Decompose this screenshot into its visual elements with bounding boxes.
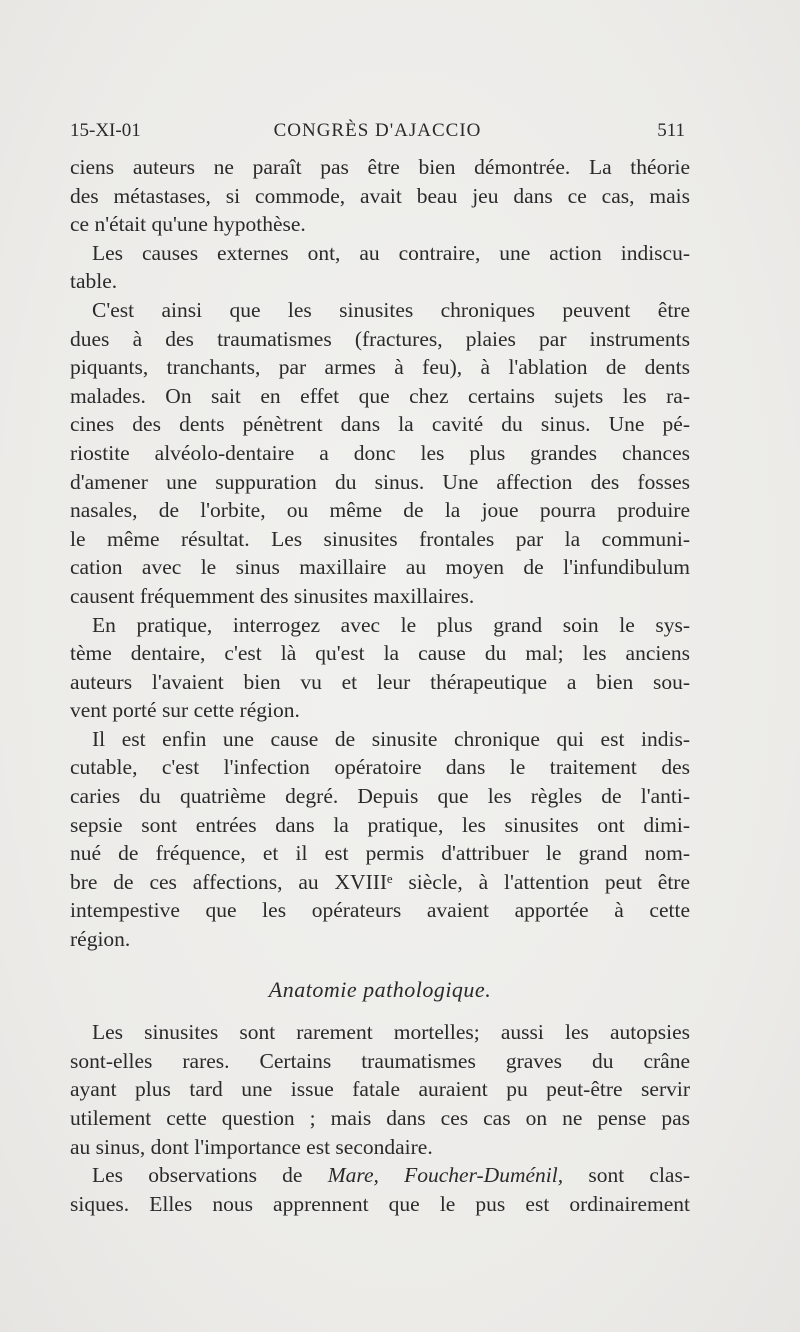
- text-line: ciens auteurs ne paraît pas être bien démontrée. La théorie: [70, 155, 690, 179]
- text-line: région.: [70, 927, 131, 952]
- text-line: le même résultat. Les sinusites frontales par la communi-: [70, 526, 690, 551]
- text-line: cation avec le sinus maxillaire au moyen de l'infundibulum: [70, 555, 690, 580]
- page-number: 511: [657, 120, 685, 141]
- text-line: au sinus, dont l'importance est secondaire.: [70, 1134, 433, 1159]
- paragraph-4: [70, 611, 690, 725]
- text-line: causent fréquemment des sinusites maxillaires.: [70, 583, 475, 608]
- text-line: utilement cette question ; mais dans ces cas on ne pense pas: [70, 1106, 690, 1130]
- text-line: cutable, c'est l'infection opératoire dans le traitement des: [70, 755, 690, 780]
- text-line: ce n'était qu'une hypothèse.: [70, 212, 306, 237]
- text-line: caries du quatrième degré. Depuis que les règles de l'anti-: [70, 784, 690, 809]
- text-line: nasales, de l'orbite, ou même de la joue pourra produire: [70, 498, 690, 523]
- body-text: [70, 153, 690, 1218]
- section-heading: Anatomie pathologique.: [268, 976, 492, 1002]
- text-line: cines des dents pénètrent dans la cavité du sinus. Une pé-: [70, 412, 690, 437]
- text-fragment: Les observations de: [92, 1163, 328, 1188]
- paragraph-5: [70, 725, 690, 954]
- text-line: Les sinusites sont rarement mortelles; aussi les autopsies: [92, 1020, 690, 1045]
- paragraph-3: [70, 296, 690, 611]
- header-title: CONGRÈS D'AJACCIO: [273, 120, 482, 141]
- paragraph-7: [70, 1161, 690, 1218]
- text-line: sont-elles rares. Certains traumatismes graves du crâne: [70, 1048, 690, 1073]
- text-line: piquants, tranchants, par armes à feu), à l'ablation de dents: [70, 355, 690, 380]
- text-line: riostite alvéolo-dentaire a donc les plus grandes chances: [70, 440, 690, 465]
- text-line: table.: [70, 269, 118, 294]
- text-line: tème dentaire, c'est là qu'est la cause du mal; les anciens: [70, 641, 690, 666]
- header-date: 15-XI-01: [70, 120, 141, 141]
- text-line: Il est enfin une cause de sinusite chronique qui est indis-: [92, 726, 690, 751]
- text-line: C'est ainsi que les sinusites chroniques peuvent être: [92, 297, 690, 322]
- text-line: sepsie sont entrées dans la pratique, les sinusites ont dimi-: [70, 812, 690, 837]
- text-line: malades. On sait en effet que chez certains sujets les ra-: [70, 383, 690, 408]
- paragraph-6: [70, 1018, 690, 1161]
- running-header: [70, 116, 685, 146]
- paragraph-2: [70, 239, 690, 296]
- text-line: auteurs l'avaient bien vu et leur thérapeutique a bien sou-: [70, 669, 690, 694]
- text-line: nué de fréquence, et il est permis d'attribuer le grand nom-: [70, 841, 690, 866]
- text-line: des métastases, si commode, avait beau jeu dans ce cas, mais: [70, 183, 690, 208]
- text-line: bre de ces affections, au XVIIIᵉ siècle, à l'attention peut être: [70, 869, 690, 894]
- text-line: Les causes externes ont, au contraire, une action indiscu-: [92, 240, 690, 265]
- text-line: d'amener une suppuration du sinus. Une affection des fosses: [70, 469, 690, 494]
- text-line: siques. Elles nous apprennent que le pus est ordinairement: [70, 1191, 690, 1216]
- text-fragment: sont clas-: [563, 1163, 690, 1188]
- text-line: vent porté sur cette région.: [70, 698, 300, 723]
- text-line: dues à des traumatismes (fractures, plaies par instruments: [70, 326, 690, 351]
- cited-authors: Mare, Foucher-Duménil,: [327, 1163, 564, 1188]
- text-line: ayant plus tard une issue fatale auraient pu peut-être servir: [70, 1077, 690, 1102]
- paragraph-1: [70, 153, 690, 239]
- text-line: intempestive que les opérateurs avaient apportée à cette: [70, 898, 690, 923]
- text-line: En pratique, interrogez avec le plus grand soin le sys-: [92, 612, 690, 637]
- text-line: [70, 1161, 690, 1190]
